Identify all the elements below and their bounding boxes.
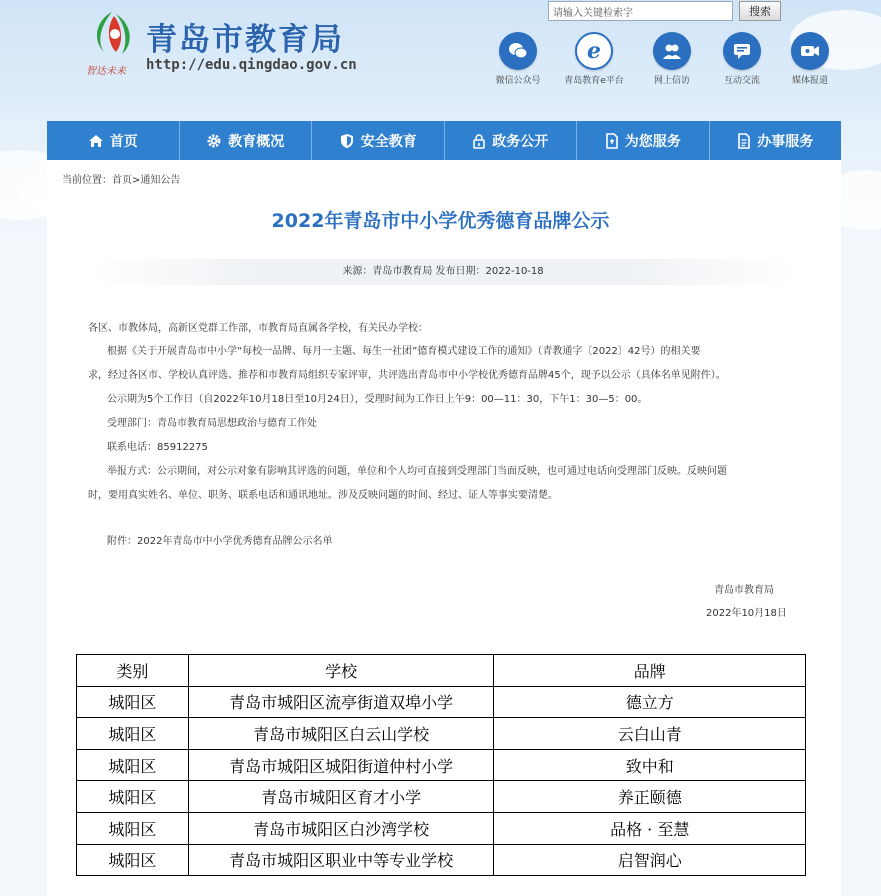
table-cell: 城阳区 [77,812,189,844]
nav-item-government[interactable] [445,121,578,160]
table-row [77,812,806,844]
table-header-row [77,655,806,687]
paragraph-text: 举报方式：公示期间，对公示对象有影响其评选的问题，单位和个人均可直接到受理部门当面反映，也可通过电话向受理部门反映。反映问题 [107,466,727,477]
document-icon [605,133,619,149]
table-row [77,749,806,781]
nav-label: 教育概况 [228,133,285,150]
table-row [77,686,806,718]
nav-label: 安全教育 [360,133,417,150]
nav-item-overview[interactable] [180,121,313,160]
table-cell: 城阳区 [77,686,189,718]
table-cell: 青岛市城阳区白沙湾学校 [188,812,494,844]
table-cell: 青岛市城阳区城阳街道仲村小学 [188,749,494,781]
quick-link-wechat[interactable] [488,32,548,86]
publish-date: 2022年10月18日 [706,608,787,619]
article-meta: 来源：青岛市教育局 发布日期：2022-10-18 [88,259,798,285]
quick-link-label: 青岛教育e平台 [564,76,624,86]
table-cell: 城阳区 [77,749,189,781]
quick-link-chat[interactable] [712,32,772,86]
table-cell: 启智润心 [494,844,806,876]
quick-link-petition[interactable] [642,32,702,86]
table-cell: 德立方 [494,686,806,718]
breadcrumb[interactable]: 当前位置：首页>通知公告 [62,175,181,186]
column-header: 学校 [188,655,494,687]
table-cell: 致中和 [494,749,806,781]
paragraph-text: 根据《关于开展青岛市中小学“每校一品牌、每月一主题、每生一社团”德育模式建设工作的通知》（青教通字〔2022〕42号）的相关要 [107,346,701,357]
logo-motto: 智达未来 [86,66,126,77]
gear-icon [206,133,222,149]
search-button[interactable]: 搜索 [739,1,781,21]
chat-icon [723,32,761,70]
article-title: 2022年青岛市中小学优秀德育品牌公示 [271,210,610,232]
lock-icon [472,133,486,149]
main-nav [47,121,841,160]
nav-item-safety[interactable] [312,121,445,160]
signature: 青岛市教育局 [714,585,774,596]
table-cell: 城阳区 [77,781,189,813]
site-title[interactable]: 青岛市教育局 [146,22,344,58]
table-row [77,781,806,813]
shield-icon [339,133,355,149]
brand-list-table [76,654,806,876]
column-header: 类别 [77,655,189,687]
salutation: 各区、市教体局，高新区党群工作部，市教育局直属各学校，有关民办学校： [88,323,428,334]
video-icon [791,32,829,70]
quick-link-label: 网上信访 [653,76,690,86]
table-cell: 青岛市城阳区流亭街道双埠小学 [188,686,494,718]
petition-icon [653,32,691,70]
paragraph-text: 求，经过各区市、学校认真评选、推荐和市教育局组织专家评审，共评选出青岛市中小学校优秀德育品牌45个，现予以公示（具体名单见附件）。 [88,370,726,381]
nav-label: 政务公开 [492,133,549,150]
table-row [77,718,806,750]
table-cell: 青岛市城阳区职业中等专业学校 [188,844,494,876]
wechat-icon [499,32,537,70]
column-header: 品牌 [494,655,806,687]
site-header [0,0,881,118]
table-cell: 养正颐德 [494,781,806,813]
table-cell: 城阳区 [77,844,189,876]
file-icon [737,133,751,149]
home-icon [88,133,104,149]
nav-item-service[interactable] [577,121,710,160]
table-cell: 青岛市城阳区育才小学 [188,781,494,813]
nav-item-home[interactable] [47,121,180,160]
paragraph-text: 时，要用真实姓名、单位、职务、联系电话和通讯地址。涉及反映问题的时间、经过、证人等事实要清楚。 [88,490,558,501]
nav-label: 办事服务 [757,133,814,150]
quick-link-label: 微信公众号 [495,76,541,86]
nav-label: 为您服务 [624,133,681,150]
e-platform-icon: e [575,32,613,70]
table-row [77,844,806,876]
quick-link-label: 媒体报道 [791,76,828,86]
site-url: http://edu.qingdao.gov.cn [146,57,357,73]
nav-label: 首页 [109,133,138,150]
quick-link-label: 互动交流 [723,76,760,86]
search-input[interactable]: 请输入关键检索字 [548,1,733,21]
table-cell: 云白山青 [494,718,806,750]
dept-text: 受理部门：青岛市教育局思想政治与德育工作处 [107,418,317,429]
paragraph-text: 公示期为5个工作日（自2022年10月18日至10月24日），受理时间为工作日上午9：00—11：30，下午1：30—5：00。 [107,394,648,405]
nav-item-affairs[interactable] [710,121,842,160]
table-cell: 青岛市城阳区白云山学校 [188,718,494,750]
quick-link-e-platform[interactable] [564,32,624,86]
phone-text: 联系电话：85912275 [107,442,208,453]
quick-link-media[interactable] [780,32,840,86]
table-cell: 城阳区 [77,718,189,750]
table-cell: 品格 · 至慧 [494,812,806,844]
attachment-link[interactable]: 附件：2022年青岛市中小学优秀德育品牌公示名单 [107,536,333,547]
